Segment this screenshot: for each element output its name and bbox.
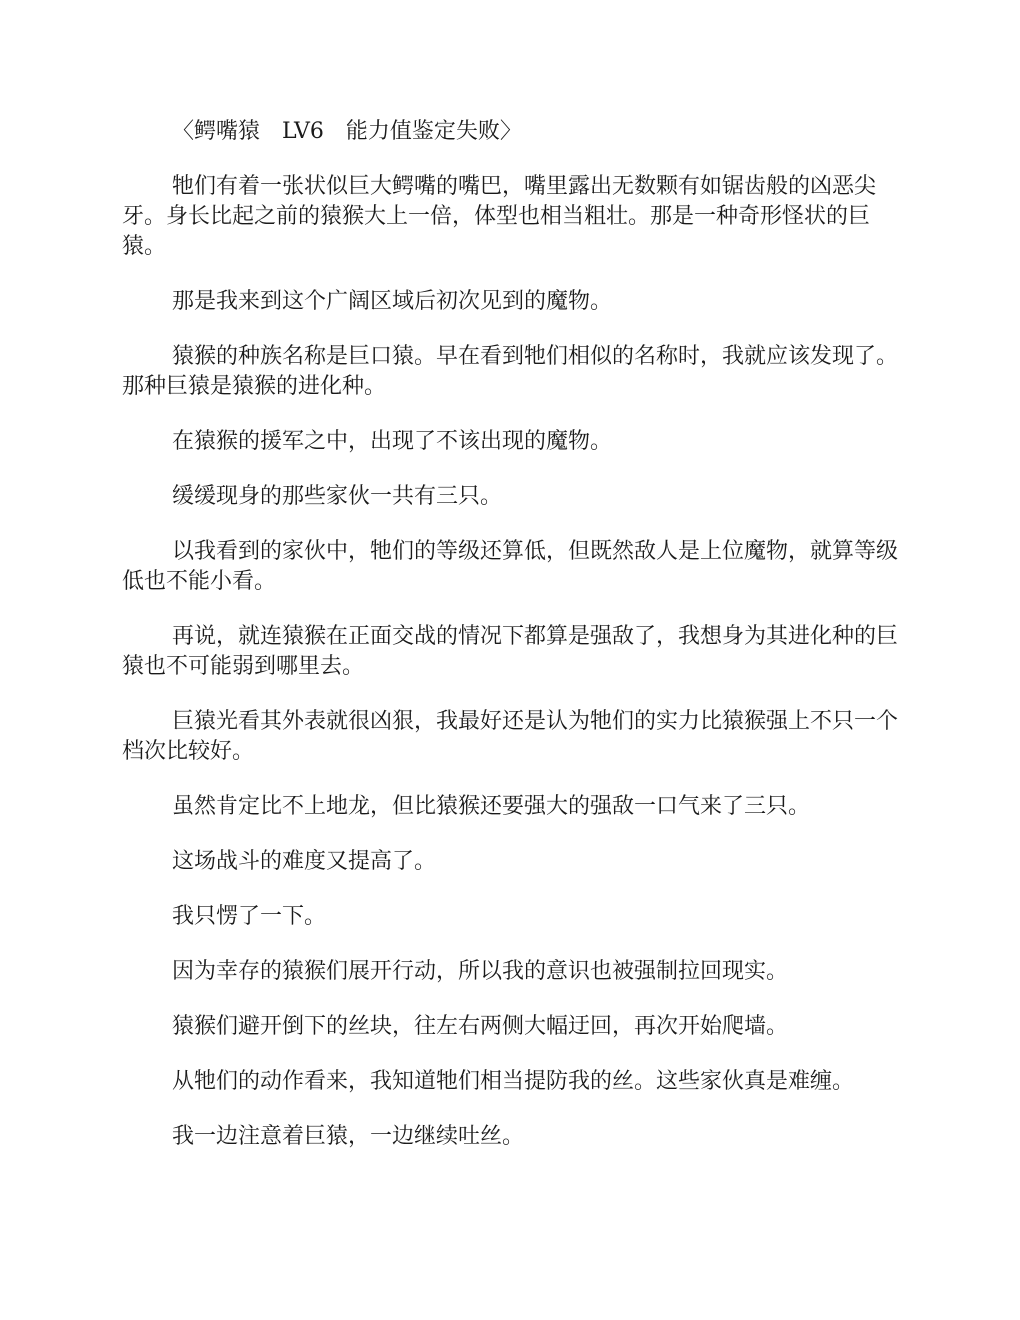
monster-appraisal-line: 〈鳄嘴猿 LV6 能力值鉴定失败〉 (172, 119, 522, 144)
paragraph: 以我看到的家伙中，牠们的等级还算低，但既然敌人是上位魔物，就算等级低也不能小看。 (122, 539, 899, 594)
document-body (122, 117, 898, 1177)
paragraph: 缓缓现身的那些家伙一共有三只。 (172, 484, 503, 509)
paragraph: 牠们有着一张状似巨大鳄嘴的嘴巴，嘴里露出无数颗有如锯齿般的凶恶尖牙。身长比起之前的猿猴大上一倍，体型也相当粗壮。那是一种奇形怪状的巨猿。 (122, 174, 877, 259)
paragraph: 虽然肯定比不上地龙，但比猿猴还要强大的强敌一口气来了三只。 (172, 794, 811, 819)
paragraph: 我一边注意着巨猿，一边继续吐丝。 (172, 1124, 525, 1149)
paragraph: 这场战斗的难度又提高了。 (172, 849, 437, 874)
paragraph: 猿猴的种族名称是巨口猿。早在看到牠们相似的名称时，我就应该发现了。那种巨猿是猿猴的进化种。 (122, 344, 899, 399)
paragraph: 再说，就连猿猴在正面交战的情况下都算是强敌了，我想身为其进化种的巨猿也不可能弱到哪里去。 (122, 624, 899, 679)
paragraph: 猿猴们避开倒下的丝块，往左右两侧大幅迂回，再次开始爬墙。 (172, 1014, 789, 1039)
paragraph: 巨猿光看其外表就很凶狠，我最好还是认为牠们的实力比猿猴强上不只一个档次比较好。 (122, 709, 899, 764)
paragraph: 那是我来到这个广阔区域后初次见到的魔物。 (172, 289, 613, 314)
paragraph: 因为幸存的猿猴们展开行动，所以我的意识也被强制拉回现实。 (172, 959, 789, 984)
paragraph: 从牠们的动作看来，我知道牠们相当提防我的丝。这些家伙真是难缠。 (172, 1069, 855, 1094)
paragraph: 我只愣了一下。 (172, 904, 327, 929)
paragraph: 在猿猴的援军之中，出现了不该出现的魔物。 (172, 429, 613, 454)
